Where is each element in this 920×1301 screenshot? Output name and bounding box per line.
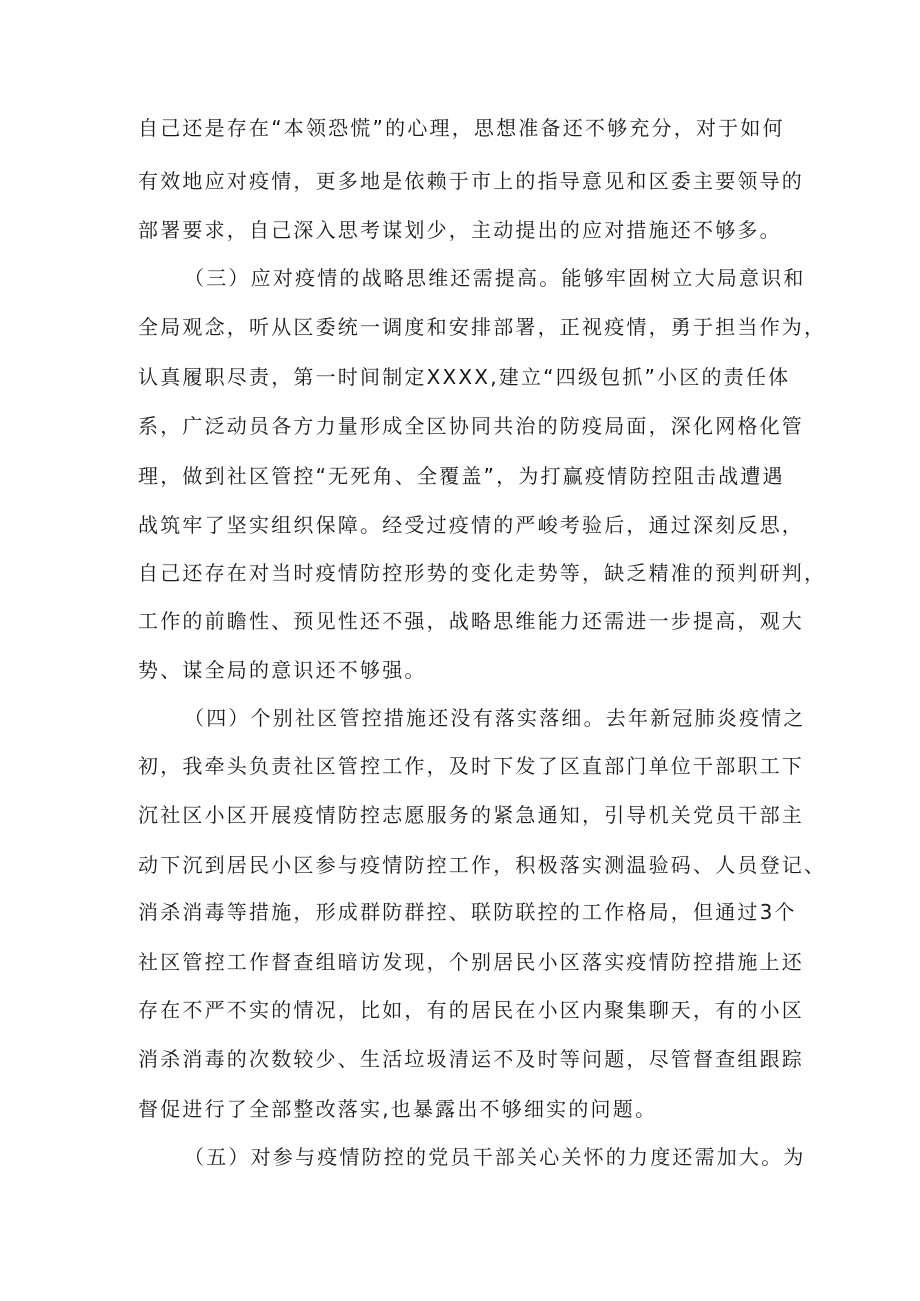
text-line: 部署要求，自己深入思考谋划少，主动提出的应对措施还不够多。 <box>138 218 782 242</box>
text-line: 初，我牵头负责社区管控工作，及时下发了区直部门单位干部职工下 <box>138 754 804 778</box>
text-line: 消杀消毒等措施，形成群防群控、联防联控的工作格局，但通过3个 <box>138 900 797 924</box>
section-heading-3: （三）应对疫情的战略思维还需提高。能够牢固树立大局意识和 <box>184 266 806 290</box>
text-line: 工作的前瞻性、预见性还不强，战略思维能力还需进一步提高，观大 <box>138 609 804 633</box>
text-line: 战筑牢了坚实组织保障。经受过疫情的严峻考验后，通过深刻反思， <box>138 513 804 537</box>
text-line: 沉社区小区开展疫情防控志愿服务的紧急通知，引导机关党员干部主 <box>138 803 804 827</box>
text-line: 存在不严不实的情况，比如，有的居民在小区内聚集聊天，有的小区 <box>138 998 804 1022</box>
text-line: 自己还是存在“本领恐慌”的心理，思想准备还不够充分，对于如何 <box>138 116 785 140</box>
section-heading-5: （五）对参与疫情防控的党员干部关心关怀的力度还需加大。为 <box>184 1145 806 1169</box>
text-line: 社区管控工作督查组暗访发现，个别居民小区落实疫情防控措施上还 <box>138 950 804 974</box>
text-line: 动下沉到居民小区参与疫情防控工作，积极落实测温验码、人员登记、 <box>138 853 827 877</box>
text-line: 理，做到社区管控“无死角、全覆盖”，为打赢疫情防控阻击战遭遇 <box>138 464 785 488</box>
text-line: 系，广泛动员各方力量形成全区协同共治的防疫局面，深化网格化管 <box>138 414 804 438</box>
text-line: 自己还存在对当时疫情防控形势的变化走势等，缺乏精准的预判研判， <box>138 561 827 585</box>
text-line: 认真履职尽责，第一时间制定XXXX,建立“四级包抓”小区的责任体 <box>138 365 791 389</box>
section-heading-4: （四）个别社区管控措施还没有落实落细。去年新冠肺炎疫情之 <box>184 706 806 730</box>
text-line: 势、谋全局的意识还不够强。 <box>138 658 427 682</box>
text-line: 有效地应对疫情，更多地是依赖于市上的指导意见和区委主要领导的 <box>138 169 804 193</box>
text-line: 消杀消毒的次数较少、生活垃圾清运不及时等问题，尽管督查组跟踪 <box>138 1047 804 1071</box>
text-line: 督促进行了全部整改落实,也暴露出不够细实的问题。 <box>138 1097 658 1121</box>
text-line: 全局观念，听从区委统一调度和安排部署，正视疫情，勇于担当作为， <box>138 315 827 339</box>
